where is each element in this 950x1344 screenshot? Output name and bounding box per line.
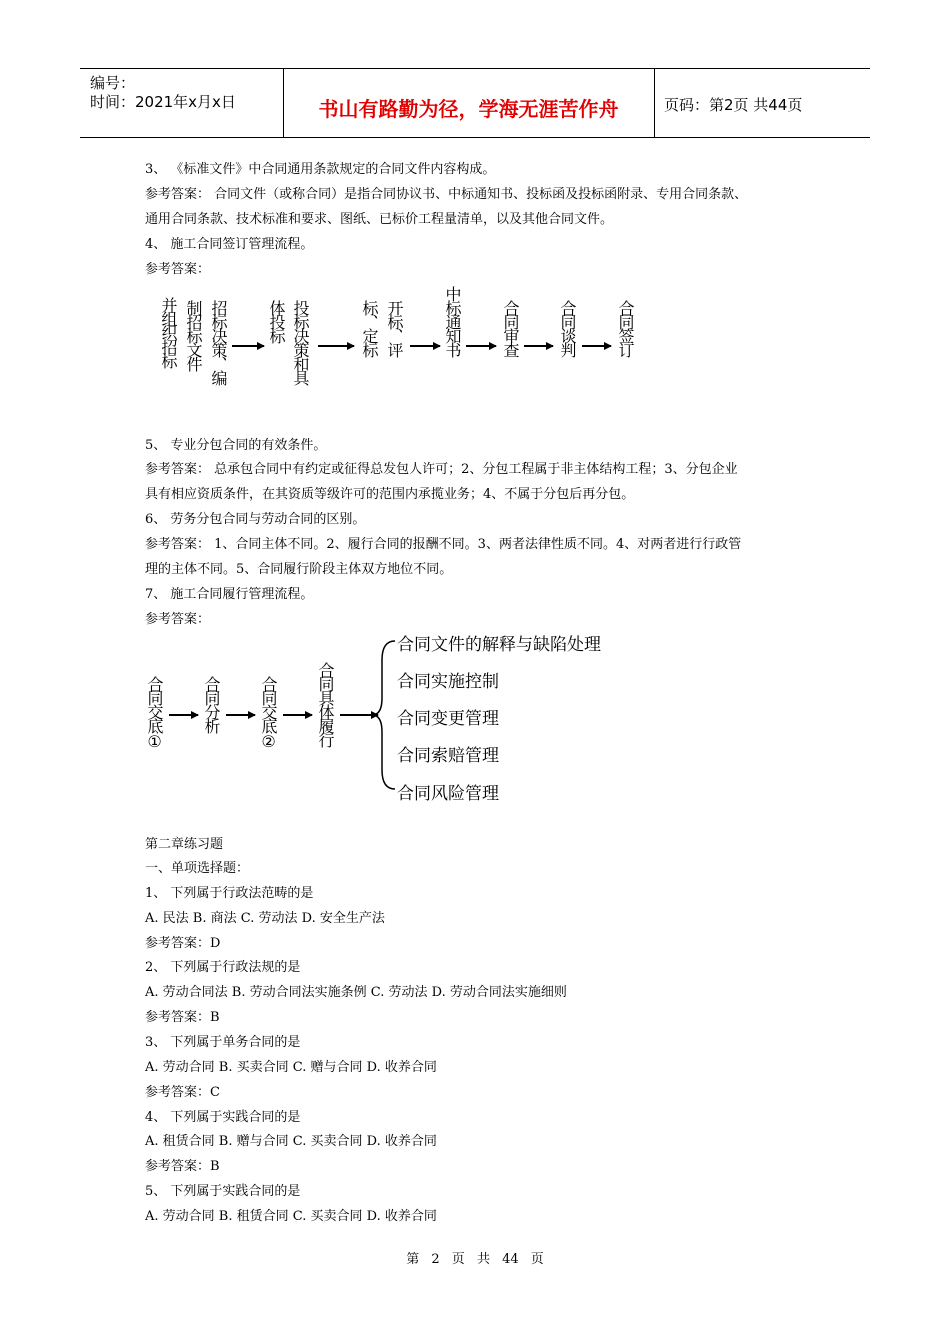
mcq-options: A. 劳动合同 B. 买卖合同 C. 赠与合同 D. 收养合同 <box>145 1060 437 1075</box>
branch-item: 合同文件的解释与缺陷处理 <box>397 635 601 655</box>
flow-step: 合同分析 <box>202 676 221 732</box>
q7-question: 7、 施工合同履行管理流程。 <box>145 587 314 602</box>
q3-question: 3、 《标准文件》中合同通用条款规定的合同文件内容构成。 <box>145 162 496 177</box>
q3-answer-line2: 通用合同条款、技术标准和要求、图纸、已标价工程量清单，以及其他合同文件。 <box>145 212 614 227</box>
footer-text: 第 <box>406 1252 420 1267</box>
branch-bracket <box>372 641 395 789</box>
mcq-question: 1、 下列属于行政法范畴的是 <box>145 886 314 901</box>
mcq-options: A. 民法 B. 商法 C. 劳动法 D. 安全生产法 <box>145 911 385 926</box>
mcq-answer: 参考答案：B <box>145 1010 220 1025</box>
flow-step: 合同交底② <box>259 676 278 749</box>
page-footer <box>0 1248 950 1267</box>
mcq-answer: 参考答案：B <box>145 1159 220 1174</box>
flow-step: 合同交底① <box>145 676 164 749</box>
q6-answer-line2: 理的主体不同。5、合同履行阶段主体双方地位不同。 <box>145 562 453 577</box>
number-label: 编号： <box>90 74 136 92</box>
mcq-question: 3、 下列属于单务合同的是 <box>145 1035 301 1050</box>
q3-answer-line1: 参考答案： 合同文件（或称合同）是指合同协议书、中标通知书、投标函及投标函附录、专用合同条款、 <box>145 187 748 202</box>
footer-text: 页 <box>530 1252 544 1267</box>
flow-step: 体投标 <box>267 300 286 342</box>
flow-step: 标、定标 <box>360 300 379 356</box>
flow-step: 合同具体履行 <box>316 662 335 746</box>
mcq-answer: 参考答案：C <box>145 1085 220 1100</box>
q4-answer-label: 参考答案： <box>145 262 211 277</box>
q6-answer-line1: 参考答案： 1、合同主体不同。2、履行合同的报酬不同。3、两者法律性质不同。4、对两者进行行政管 <box>145 537 742 552</box>
mcq-options: A. 劳动合同 B. 租赁合同 C. 买卖合同 D. 收养合同 <box>145 1209 437 1224</box>
branch-item: 合同变更管理 <box>397 709 499 729</box>
header-page-info: 页码：第2页 共44页 <box>664 96 803 114</box>
flow-step: 合同谈判 <box>558 300 577 356</box>
flow-step: 制招标文件 <box>184 300 203 370</box>
q5-answer-line2: 具有相应资质条件，在其资质等级许可的范围内承揽业务；4、不属于分包后再分包。 <box>145 487 635 502</box>
section-title: 一、单项选择题： <box>145 861 250 876</box>
chapter-title: 第二章练习题 <box>145 837 224 852</box>
footer-text: 页 <box>451 1252 465 1267</box>
flow-arrows <box>169 346 611 715</box>
mcq-answer: 参考答案：D <box>145 936 221 951</box>
q5-answer-line1: 参考答案： 总承包合同中有约定或征得总发包人许可；2、分包工程属于非主体结构工程；3、分包企业 <box>145 462 738 477</box>
branch-item: 合同实施控制 <box>397 672 499 692</box>
branch-item: 合同索赔管理 <box>397 746 499 766</box>
q6-question: 6、 劳务分包合同与劳动合同的区别。 <box>145 512 366 527</box>
flow-step: 中标通知书 <box>443 286 462 356</box>
flow-step: 并组织招标 <box>159 297 178 367</box>
time-label: 时间：2021年x月x日 <box>90 93 236 111</box>
flow-step: 招标决策、编 <box>209 300 228 384</box>
mcq-options: A. 劳动合同法 B. 劳动合同法实施条例 C. 劳动法 D. 劳动合同法实施细则 <box>145 985 567 1000</box>
mcq-question: 4、 下列属于实践合同的是 <box>145 1110 301 1125</box>
branch-item: 合同风险管理 <box>397 784 499 804</box>
footer-text: 共 <box>476 1252 490 1267</box>
q7-answer-label: 参考答案： <box>145 612 211 627</box>
q4-question: 4、 施工合同签订管理流程。 <box>145 237 314 252</box>
footer-total-pages: 44 <box>502 1252 519 1267</box>
flow-step: 开标、评 <box>385 300 404 356</box>
footer-page-number: 2 <box>431 1252 440 1267</box>
q5-question: 5、 专业分包合同的有效条件。 <box>145 438 327 453</box>
header-motto: 书山有路勤为径，学海无涯苦作舟 <box>318 97 619 121</box>
flow-step: 投标决策和具 <box>291 300 310 384</box>
flow-step: 合同审查 <box>501 300 520 356</box>
mcq-options: A. 租赁合同 B. 赠与合同 C. 买卖合同 D. 收养合同 <box>145 1134 437 1149</box>
mcq-question: 2、 下列属于行政法规的是 <box>145 960 301 975</box>
flow-step: 合同签订 <box>616 300 635 356</box>
mcq-question: 5、 下列属于实践合同的是 <box>145 1184 301 1199</box>
